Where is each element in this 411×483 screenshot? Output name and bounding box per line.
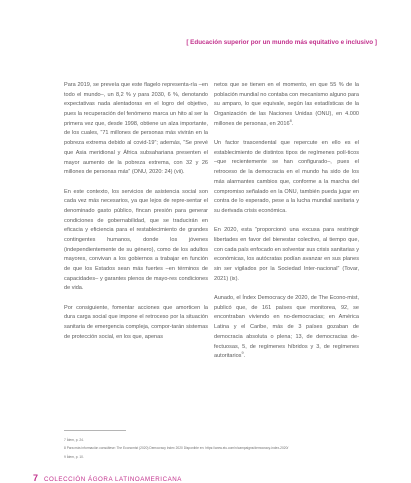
left-paragraph-2: En este contexto, los servicios de asistencia social son cada vez más necesarios, ya que lejos de repre-sentar el denominado gasto público, fincan presión para generar condiciones de gobernabilidad, que se traducirán en eficacia y eficiencia para el restablecimiento de grandes contingentes humanos, donde los jóvenes (independientemente de su género), como de los adultos mayores, convivan a los gobiernos a trabajar en función de que los Estados sean más fuertes –en términos de capacidades– y garantes plenos de mayo-res condiciones de vida.: [64, 188, 208, 292]
left-paragraph-1: Para 2019, se preveía que este flagelo representa-ría –en todo el mundo–, un 8,2 % y para 2030, 6 %, denotando expectativas nada alentadoras en el logro del objetivo, pues la recuperación del fenómeno marca un hito al ser la primera vez que, desde 1998, obtiene un alza importante, de los cuales, “71 millones de personas más vivirán en la pobreza extrema debido al covid-19”; además, “Se prevé que Asia meridional y África subsahariana presenten el mayor aumento de la pobreza extrema, con 32 y 26 millones de personas más” (ONU, 2020: 24) (vii).: [64, 82, 208, 176]
footnotes: [64, 436, 364, 461]
running-header: [ Educación superior por un mundo más equitativo e inclusivo ]: [186, 39, 377, 46]
right-paragraph-4-text: Aunado, el Índex Democracy de 2020, de The Econo-mist, publicó que, de 161 países que monitorea, 92, se encontraban viviendo en no-democracias; en América Latina y el Caribe, más de 3 países gozaban de democracia absoluta o plena; 13, de democracias de-fectuosas, 5, de regímenes híbridos y 3, de regímenes autoritarios: [214, 295, 359, 360]
footnote-9: 9 Ídem, p. 10.: [64, 454, 84, 459]
left-column: [64, 81, 208, 343]
right-paragraph-2: Un factor trascendental que repercute en ello es el establecimiento de distintos tipos de regímenes polí-ticos –que recientemente se han configurado–, pues el retroceso de la democracia en el mundo ha sido de los más alarmantes cambios que, conforme a la marcha del compromiso señalado en la ONU, también pueda jugar en contra de lo esperado, pese a la lucha mundial sanitaria y su derivada crisis económica.: [214, 140, 359, 214]
right-paragraph-1: [214, 81, 359, 129]
right-paragraph-4-end: .: [243, 353, 246, 360]
page-footer: [33, 473, 182, 483]
right-paragraph-3: En 2020, esta “proporcionó una excusa para restringir libertades en favor del bienestar colectivo, al tiempo que, con cada país enfocado en solventar sus crisis sanitarias y económicas, los autócratas podían avanzar en sus planes sin ser vigilados por la Sociedad Inter-nacional” (Tovar, 2021) (ix).: [214, 227, 359, 282]
footnote-divider: [64, 430, 126, 431]
footnote-ref-9[interactable]: 9: [241, 351, 244, 356]
footnote-ref-8[interactable]: 8: [289, 118, 292, 123]
right-paragraph-4: [214, 294, 359, 362]
page-number: 7: [33, 473, 39, 483]
collection-name: COLECCIÓN ÁGORA LATINOAMERICANA: [44, 476, 182, 483]
right-column: [214, 81, 359, 362]
footnote-8: 8 Para más información consúltese: The Economist (2020) Democracy Index 2020 Disponible en: https://www.eiu.com/n/campaigns/democracy-index-2020/: [64, 446, 289, 451]
left-paragraph-3: Por consiguiente, fomentar acciones que amorticen la dura carga social que impone el retroceso por la situación sanitaria de emergencia compleja, compor-tarán sistemas de protección social, en los que, apenas: [64, 304, 208, 340]
right-paragraph-1-text: netos que se tienen en el momento, en que 55 % de la población mundial no contaba con mecanismo alguno para su amparo, lo que equivale, según las estadísticas de la Organización de las Naciones Unidas (ONU), en 4.000 millones de personas, en 2016: [214, 82, 359, 127]
footnote-7: 7 Ídem, p. 24.: [64, 438, 84, 442]
right-paragraph-1-end: .: [291, 120, 294, 127]
